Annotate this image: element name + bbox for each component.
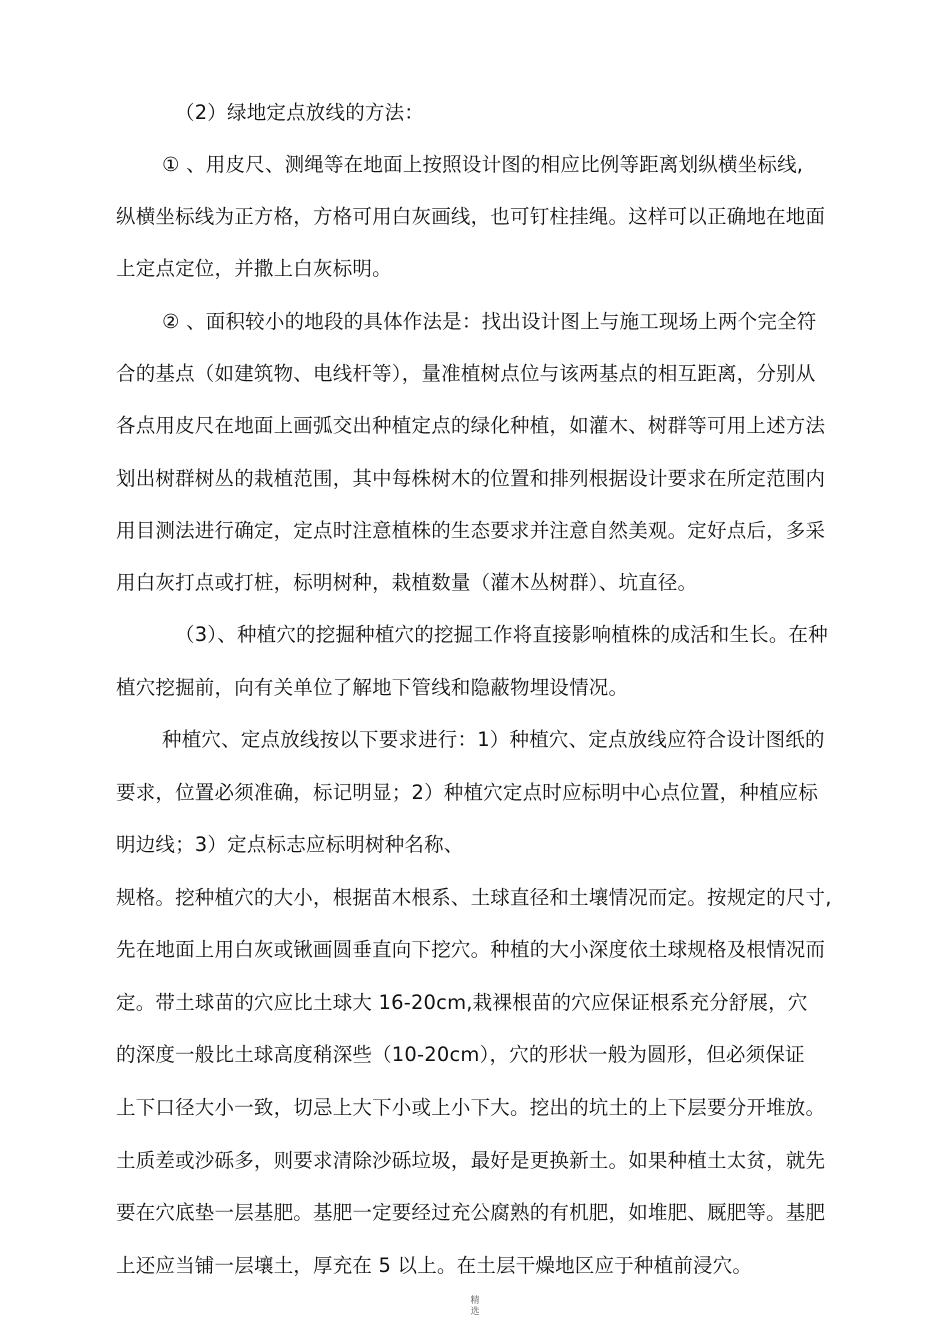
paragraph-line: 上还应当铺一层壤土，厚充在 5 以上。在土层干燥地区应于种植前浸穴。 [116, 1254, 753, 1277]
paragraph-line: 定。带土球苗的穴应比土球大 16-20cm,栽裸根苗的穴应保证根系充分舒展，穴 [116, 991, 808, 1014]
paragraph-line: 合的基点（如建筑物、电线杆等），量准植树点位与该两基点的相互距离，分别从 [116, 362, 816, 385]
page-footer [0, 1296, 950, 1318]
paragraph-line: ① 、用皮尺、测绳等在地面上按照设计图的相应比例等距离划纵横坐标线, [162, 153, 804, 176]
paragraph-line: 的深度一般比土球高度稍深些（10-20cm），穴的形状一般为圆形，但必须保证 [116, 1043, 805, 1066]
paragraph-line: 种植穴、定点放线按以下要求进行：1）种植穴、定点放线应符合设计图纸的 [162, 728, 825, 751]
paragraph-line: 规格。挖种植穴的大小，根据苗木根系、土球直径和土壤情况而定。按规定的尺寸, [116, 886, 832, 909]
paragraph-line: 划出树群树丛的栽植范围，其中每株树木的位置和排列根据设计要求在所定范围内 [116, 467, 826, 490]
paragraph-line: 明边线；3）定点标志应标明树种名称、 [116, 833, 464, 856]
paragraph-line: 要求，位置必须准确，标记明显；2）种植穴定点时应标明中心点位置，种植应标 [116, 781, 819, 804]
footer-mark-line1: 精 [470, 1296, 480, 1306]
paragraph-line: 土质差或沙砾多，则要求清除沙砾垃圾，最好是更换新土。如果种植土太贫，就先 [116, 1149, 826, 1172]
footer-mark-line2: 选 [470, 1307, 480, 1317]
paragraph-line: 上定点定位，并撒上白灰标明。 [116, 257, 392, 280]
paragraph-line: 先在地面上用白灰或锹画圆垂直向下挖穴。种植的大小深度依土球规格及根情况而 [116, 938, 826, 961]
paragraph-line: 植穴挖掘前，向有关单位了解地下管线和隐蔽物埋设情况。 [116, 676, 629, 699]
paragraph-line: 用目测法进行确定，定点时注意植株的生态要求并注意自然美观。定好点后，多采 [116, 519, 826, 542]
paragraph-line: 纵横坐标线为正方格，方格可用白灰画线，也可钉柱挂绳。这样可以正确地在地面 [116, 205, 826, 228]
section-heading-2: （2）绿地定点放线的方法： [175, 101, 425, 124]
paragraph-line: 用白灰打点或打桩，标明树种，栽植数量（灌木丛树群）、坑直径。 [116, 571, 698, 594]
section-heading-3: （3）、种植穴的挖掘种植穴的挖掘工作将直接影响植株的成活和生长。在种 [175, 623, 828, 646]
paragraph-line: 上下口径大小一致，切忌上大下小或上小下大。挖出的坑土的上下层要分开堆放。 [116, 1096, 826, 1119]
paragraph-line: ② 、面积较小的地段的具体作法是：找出设计图上与施工现场上两个完全符 [162, 310, 817, 333]
paragraph-line: 各点用皮尺在地面上画弧交出种植定点的绿化种植，如灌木、树群等可用上述方法 [116, 414, 826, 437]
paragraph-line: 要在穴底垫一层基肥。基肥一定要经过充公腐熟的有机肥，如堆肥、厩肥等。基肥 [116, 1201, 826, 1224]
